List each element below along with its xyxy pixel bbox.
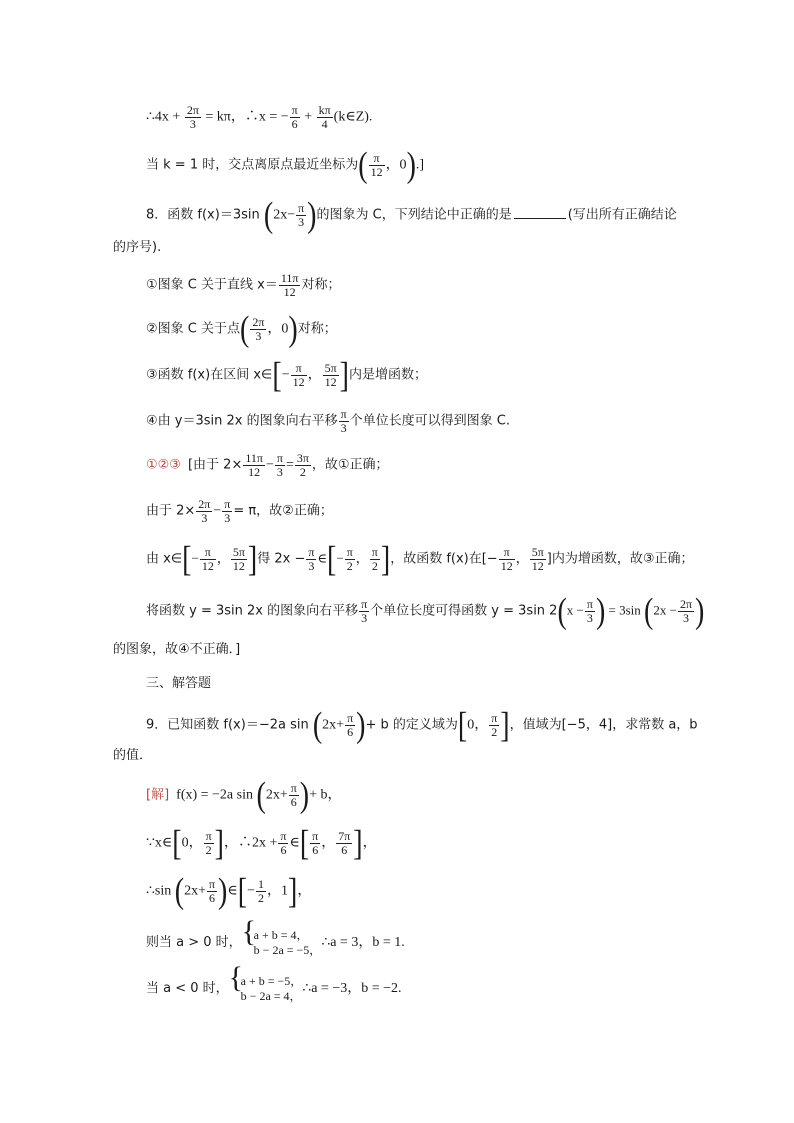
fraction: $\frac{2\pi}{3}$ xyxy=(186,103,199,131)
solution-9-line-3: ∴sin (2x+ $\frac{\pi}{6}$ )∈[− $\frac{1}{2}$ ，1]， xyxy=(146,870,312,911)
fraction: $\frac{11\pi}{12}$ xyxy=(245,451,263,479)
fraction: $\frac{\pi}{2}$ xyxy=(205,829,212,857)
answer-blank xyxy=(514,206,566,219)
fraction: $\frac{\pi}{12}$ xyxy=(370,151,383,179)
solution-line-2: 当 k = 1 时，交点离原点最近坐标为( $\frac{\pi}{12}$ ，0).] xyxy=(146,144,425,185)
answer-8-line-5: 的图象，故④不正确．] xyxy=(113,642,241,657)
solution-9-line-4: 则当 a > 0 时， { a + b = 4， b − 2a = −5， ∴a = 3，b = 1. xyxy=(146,928,405,958)
solution-9-line-1: [解] f(x) = −2a sin (2x+ $\frac{\pi}{6}$ )+ b， xyxy=(146,774,342,815)
fraction: $\frac{7\pi}{6}$ xyxy=(338,829,351,857)
solution-line-1 xyxy=(146,104,372,131)
option-2: ②图象 C 关于点( $\frac{2\pi}{3}$ ，0)对称； xyxy=(146,308,337,349)
fraction: $\frac{3\pi}{2}$ xyxy=(296,451,309,479)
fraction: $\frac{5\pi}{12}$ xyxy=(324,361,337,389)
fraction: $\frac{5\pi}{12}$ xyxy=(232,545,245,573)
fraction: $\frac{2\pi}{3}$ xyxy=(198,497,211,525)
fraction: $\frac{\pi}{3}$ xyxy=(586,597,593,625)
fraction: $\frac{2\pi}{3}$ xyxy=(252,315,265,343)
text: + xyxy=(300,109,316,125)
fraction: $\frac{\pi}{6}$ xyxy=(347,711,354,739)
fraction: $\frac{\pi}{12}$ xyxy=(292,361,305,389)
solution-9-line-2: ∵x∈[0， $\frac{\pi}{2}$ ]，∴2x + $\frac{\pi}{6}$ ∈[ $\frac{\pi}{6}$ ， $\frac{7\pi}{6}$ ]， xyxy=(146,822,377,863)
answer-8-line-1: ①②③ [由于 2× $\frac{11\pi}{12}$ − $\frac{\pi}{3}$ = $\frac{3\pi}{2}$ ，故①正确； xyxy=(146,451,389,479)
text: (k∈Z). xyxy=(333,109,373,125)
question-8-line-2: 的序号). xyxy=(113,240,162,255)
fraction: $\frac{\pi}{2}$ xyxy=(346,545,353,573)
solution-label: [解] xyxy=(146,787,170,803)
fraction: $\frac{\pi}{12}$ xyxy=(500,545,513,573)
fraction: $\frac{\pi}{6}$ xyxy=(291,103,298,131)
fraction: $\frac{2\pi}{3}$ xyxy=(679,597,693,625)
fraction: $\frac{\pi}{12}$ xyxy=(201,545,214,573)
fraction: $\frac{\pi}{2}$ xyxy=(491,711,498,739)
fraction: $\frac{\pi}{3}$ xyxy=(298,201,305,229)
fraction: $\frac{\pi}{3}$ xyxy=(361,597,368,625)
solution-9-line-5: 当 a < 0 时， { a + b = −5， b − 2a = 4， ∴a = −3，b = −2. xyxy=(146,974,402,1004)
fraction: $\frac{1}{2}$ xyxy=(257,877,264,905)
fraction: $\frac{\pi}{6}$ xyxy=(312,829,319,857)
option-4: ④由 y＝3sin 2x 的图象向右平移 $\frac{\pi}{3}$ 个单位长度可以得到图象 C. xyxy=(146,407,511,435)
fraction: $\frac{\pi}{6}$ xyxy=(208,877,216,905)
fraction: $\frac{5\pi}{12}$ xyxy=(531,545,544,573)
question-9-line-1: 9．已知函数 f(x)＝−2a sin (2x+ $\frac{\pi}{6}$ )+ b 的定义域为[0， $\frac{\pi}{2}$ ]，值域为[−5，4]，求常数 a，b xyxy=(146,704,698,745)
text: = kπ，∴x = − xyxy=(201,109,289,125)
option-3: ③函数 f(x)在区间 x∈[− $\frac{\pi}{12}$ ， $\frac{5\pi}{12}$ ]内是增函数； xyxy=(146,354,427,395)
fraction: $\frac{\pi}{6}$ xyxy=(280,829,287,857)
fraction: $\frac{\pi}{3}$ xyxy=(276,451,283,479)
question-9-line-2: 的值． xyxy=(113,748,153,763)
fraction: $\frac{11\pi}{12}$ xyxy=(280,271,299,299)
fraction: $\frac{\pi}{3}$ xyxy=(224,497,231,525)
text: ∴4x + xyxy=(146,109,184,125)
answer-8-line-4: 将函数 y = 3sin 2x 的图象向右平移 $\frac{\pi}{3}$ 个单位长度可得函数 y = 3sin 2(x − $\frac{\pi}{3}$ ) = 3sin (2x − $\frac{2\pi}{3}$ ) xyxy=(146,590,705,631)
answer-8-line-3: 由 x∈[− $\frac{\pi}{12}$ ， $\frac{5\pi}{12}$ ]得 2x − $\frac{\pi}{3}$ ∈[− $\frac{\pi}{2}$ ， $\frac{\pi}{2}$ ]，故函数 f(x)在[− $\frac{\pi}{12}$ ， $\frac{5\pi}{12}$ ]内为增函数，故③正确； xyxy=(146,538,694,579)
question-8-line-1: 8．函数 f(x)＝3sin (2x− $\frac{\pi}{3}$ )的图象为 C，下列结论中正确的是 (写出所有正确结论 xyxy=(146,194,677,235)
section-heading: 三、解答题 xyxy=(146,676,212,691)
answer-label: ①②③ xyxy=(146,457,181,473)
fraction: $\frac{k\pi}{4}$ xyxy=(318,103,331,131)
option-1: ①图象 C 关于直线 x＝ $\frac{11\pi}{12}$ 对称； xyxy=(146,271,341,299)
fraction: $\frac{\pi}{2}$ xyxy=(371,545,378,573)
equation-system: { a + b = −5， b − 2a = 4， xyxy=(229,974,303,1004)
answer-8-line-2: 由于 2× $\frac{2\pi}{3}$ − $\frac{\pi}{3}$ = π，故②正确； xyxy=(146,497,333,525)
fraction: $\frac{\pi}{3}$ xyxy=(340,407,347,435)
text: 当 k = 1 时，交点离原点最近坐标为 xyxy=(146,157,359,173)
fraction: $\frac{\pi}{3}$ xyxy=(308,545,315,573)
fraction: $\frac{\pi}{6}$ xyxy=(290,781,297,809)
equation-system: { a + b = 4， b − 2a = −5， xyxy=(242,928,322,958)
